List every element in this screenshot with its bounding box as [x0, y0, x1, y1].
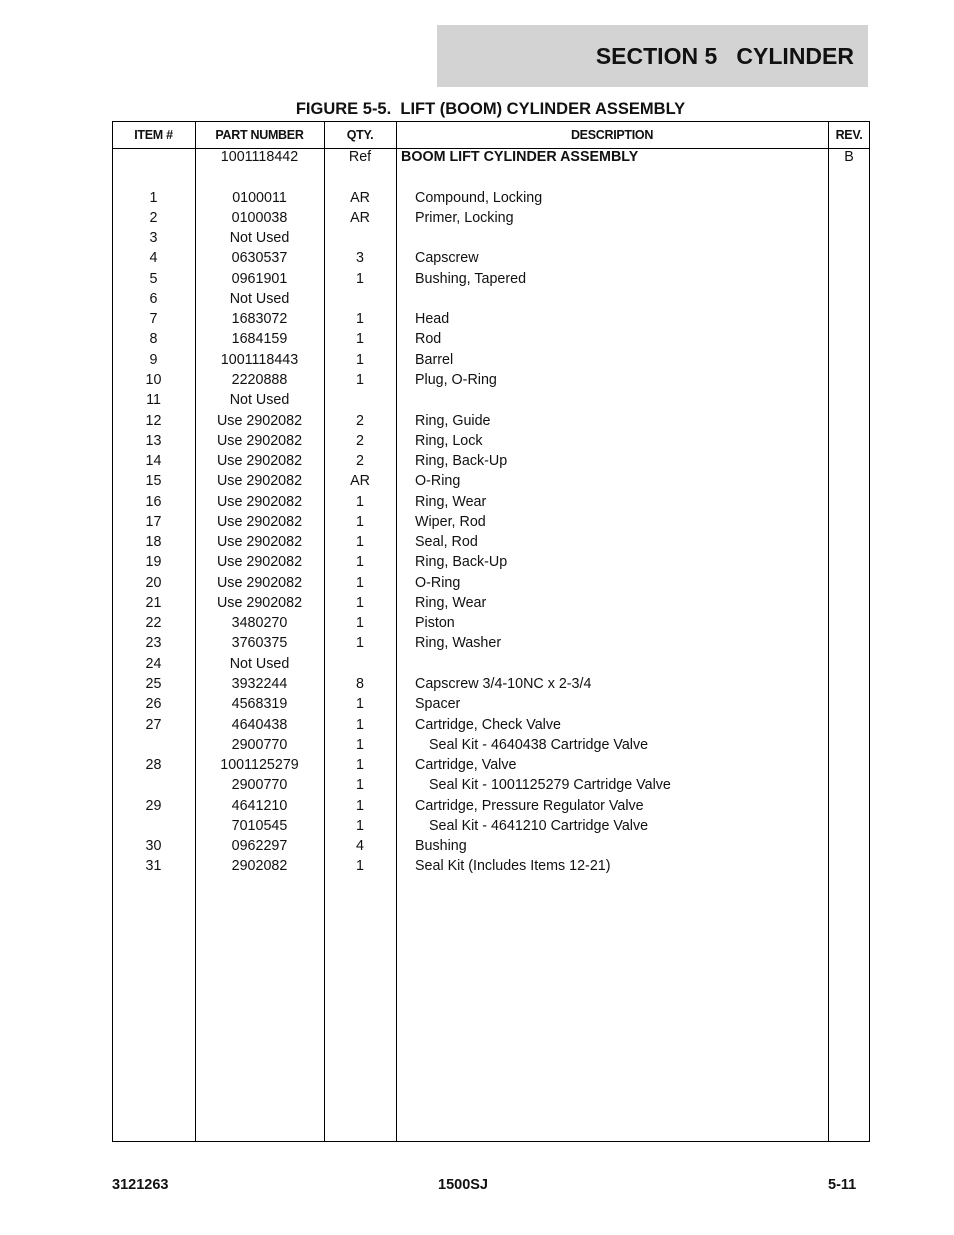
cell-item: 15 [145, 473, 162, 490]
cell-description: Rod [415, 331, 442, 348]
cell-part-number: 3480270 [231, 615, 288, 632]
cell-rev [828, 654, 870, 674]
cell-qty: Ref [348, 149, 372, 165]
cell-part-number: Use 2902082 [216, 513, 303, 530]
cell-rev [828, 269, 870, 289]
cell-rev [828, 451, 870, 471]
footer-doc-number: 3121263 [112, 1177, 169, 1193]
table-row [112, 411, 870, 431]
cell-rev [828, 390, 870, 410]
cell-item: 4 [149, 250, 158, 267]
cell-item: 6 [149, 290, 158, 307]
cell-part-number: Use 2902082 [216, 594, 303, 611]
cell-part-number: Use 2902082 [216, 534, 303, 551]
cell-item: 26 [145, 696, 162, 713]
cell-part-number: 0100038 [231, 209, 288, 226]
cell-qty: 1 [356, 371, 364, 388]
cell-qty [324, 167, 396, 187]
cell-rev [828, 411, 870, 431]
cell-rev [828, 248, 870, 268]
cell-description: Ring, Wear [415, 594, 487, 611]
cell-part-number: Use 2902082 [216, 412, 303, 429]
cell-qty: 1 [356, 777, 364, 794]
cell-item: 29 [145, 797, 162, 814]
cell-description: O-Ring [415, 574, 461, 591]
cell-item [112, 167, 195, 187]
cell-item [112, 775, 195, 795]
table-row [112, 471, 870, 491]
table-row [112, 694, 870, 714]
table-row [112, 147, 870, 167]
cell-description: Ring, Guide [415, 412, 491, 429]
cell-description [415, 289, 825, 309]
cell-qty [324, 228, 396, 248]
cell-description: Ring, Lock [415, 432, 483, 449]
cell-qty: 2 [356, 412, 364, 429]
cell-rev [828, 836, 870, 856]
cell-rev [828, 613, 870, 633]
cell-rev [828, 775, 870, 795]
cell-rev [828, 289, 870, 309]
table-row [112, 856, 870, 876]
cell-qty: 1 [356, 513, 364, 530]
cell-item: 14 [145, 453, 162, 470]
cell-part-number: Not Used [229, 655, 290, 672]
cell-rev [828, 796, 870, 816]
cell-description: Head [415, 311, 450, 328]
cell-qty: 1 [356, 635, 364, 652]
cell-description: Bushing, Tapered [415, 270, 527, 287]
cell-description: Ring, Washer [415, 635, 502, 652]
figure-title: FIGURE 5-5. LIFT (BOOM) CYLINDER ASSEMBLY [295, 100, 686, 118]
cell-part-number: Not Used [229, 290, 290, 307]
cell-description: Piston [415, 615, 455, 632]
cell-description [415, 390, 825, 410]
cell-item: 8 [149, 331, 158, 348]
cell-item [112, 735, 195, 755]
cell-item: 30 [145, 838, 162, 855]
cell-qty: 1 [356, 574, 364, 591]
cell-description: Compound, Locking [415, 189, 543, 206]
cell-part-number: 0962297 [231, 838, 288, 855]
cell-qty: 3 [356, 250, 364, 267]
table-row [112, 350, 870, 370]
cell-part-number: 2900770 [231, 736, 288, 753]
cell-item: 27 [145, 716, 162, 733]
cell-qty [324, 654, 396, 674]
table-row [112, 735, 870, 755]
cell-rev [828, 431, 870, 451]
cell-part-number: 0630537 [231, 250, 288, 267]
table-row [112, 715, 870, 735]
cell-description: Ring, Back-Up [415, 554, 508, 571]
table-row [112, 248, 870, 268]
cell-item: 13 [145, 432, 162, 449]
cell-part-number: 2220888 [231, 371, 288, 388]
col-header-part-number: PART NUMBER [215, 127, 304, 142]
cell-item: 31 [145, 858, 162, 875]
table-row [112, 269, 870, 289]
cell-part-number: Use 2902082 [216, 432, 303, 449]
table-row [112, 228, 870, 248]
table-row [112, 512, 870, 532]
cell-item: 5 [149, 270, 158, 287]
cell-qty: 1 [356, 817, 364, 834]
cell-part-number: Use 2902082 [216, 574, 303, 591]
cell-rev [828, 492, 870, 512]
cell-description: Cartridge, Check Valve [415, 716, 561, 733]
cell-part-number: Use 2902082 [216, 554, 303, 571]
table-row [112, 674, 870, 694]
cell-qty: 2 [356, 432, 364, 449]
cell-part-number: 0100011 [232, 189, 287, 206]
cell-part-number: 1001125279 [220, 757, 299, 774]
cell-rev [828, 471, 870, 491]
cell-item: 24 [145, 655, 162, 672]
col-header-qty: QTY. [346, 127, 374, 142]
table-row [112, 451, 870, 471]
cell-rev [828, 532, 870, 552]
table-row [112, 492, 870, 512]
cell-rev [828, 735, 870, 755]
cell-part-number: Not Used [229, 392, 290, 409]
table-row [112, 431, 870, 451]
cell-rev [828, 167, 870, 187]
table-row [112, 532, 870, 552]
table-row [112, 329, 870, 349]
cell-qty: 1 [356, 311, 364, 328]
cell-item: 16 [145, 493, 162, 510]
cell-item: 19 [145, 554, 162, 571]
cell-rev [828, 755, 870, 775]
cell-description: Seal Kit - 4640438 Cartridge Valve [429, 736, 649, 753]
table-row [112, 796, 870, 816]
cell-item: 7 [149, 311, 158, 328]
table-row [112, 289, 870, 309]
cell-item: 2 [149, 209, 158, 226]
cell-description: Seal Kit - 1001125279 Cartridge Valve [429, 777, 671, 794]
cell-qty: 1 [356, 270, 364, 287]
cell-rev [828, 228, 870, 248]
cell-item: 21 [145, 594, 162, 611]
cell-qty: 1 [356, 331, 364, 348]
cell-part-number: 3932244 [231, 676, 288, 693]
cell-description [415, 228, 825, 248]
cell-rev [828, 188, 870, 208]
table-row [112, 370, 870, 390]
cell-part-number: 0961901 [231, 270, 288, 287]
cell-rev [828, 512, 870, 532]
table-row [112, 390, 870, 410]
col-header-rev: REV. [835, 127, 863, 142]
section-header [437, 25, 868, 87]
cell-qty: 2 [356, 453, 364, 470]
cell-part-number: 3760375 [231, 635, 288, 652]
cell-rev [828, 552, 870, 572]
cell-description: Capscrew [415, 250, 479, 267]
cell-qty: AR [350, 189, 370, 206]
cell-description: Ring, Back-Up [415, 453, 508, 470]
cell-rev [828, 208, 870, 228]
cell-description: Seal Kit (Includes Items 12-21) [415, 858, 611, 875]
cell-qty: 1 [356, 797, 364, 814]
cell-part-number: 2902082 [231, 858, 288, 875]
cell-item: 18 [145, 534, 162, 551]
cell-item: 12 [145, 412, 162, 429]
table-row [112, 633, 870, 653]
cell-part-number: Use 2902082 [216, 473, 303, 490]
cell-qty: 1 [356, 696, 364, 713]
table-row [112, 208, 870, 228]
cell-qty: 1 [356, 534, 364, 551]
cell-qty: AR [350, 209, 370, 226]
cell-part-number: Use 2902082 [216, 453, 303, 470]
cell-description: Capscrew 3/4-10NC x 2-3/4 [415, 676, 592, 693]
section-title: SECTION 5 CYLINDER [595, 42, 854, 69]
table-row [112, 593, 870, 613]
cell-item: 10 [145, 371, 162, 388]
cell-description: Cartridge, Valve [415, 757, 517, 774]
cell-rev [828, 593, 870, 613]
cell-description: Seal, Rod [415, 534, 478, 551]
table-row [112, 775, 870, 795]
table-row [112, 816, 870, 836]
cell-part-number: 4641210 [231, 797, 288, 814]
cell-item: 22 [145, 615, 162, 632]
cell-rev: B [844, 149, 854, 165]
cell-description [415, 654, 825, 674]
cell-description: Barrel [415, 351, 454, 368]
table-row [112, 654, 870, 674]
cell-description: Wiper, Rod [415, 513, 486, 530]
cell-qty: 1 [356, 858, 364, 875]
cell-description: Spacer [415, 696, 461, 713]
cell-item: 23 [145, 635, 162, 652]
cell-rev [828, 633, 870, 653]
table-row [112, 552, 870, 572]
cell-description: O-Ring [415, 473, 461, 490]
cell-part-number: 1001118442 [220, 149, 299, 165]
cell-rev [828, 573, 870, 593]
cell-part-number: Use 2902082 [216, 493, 303, 510]
table-row [112, 836, 870, 856]
cell-item: 28 [145, 757, 162, 774]
cell-part-number: 1683072 [231, 311, 288, 328]
cell-qty: AR [350, 473, 370, 490]
cell-rev [828, 674, 870, 694]
cell-part-number: 1001118443 [220, 351, 299, 368]
col-header-item: ITEM # [134, 127, 173, 142]
cell-description: Seal Kit - 4641210 Cartridge Valve [429, 817, 649, 834]
footer-page-number: 5-11 [828, 1177, 857, 1193]
cell-qty [324, 390, 396, 410]
cell-part-number: 2900770 [231, 777, 288, 794]
cell-item: 11 [146, 392, 161, 409]
cell-description: Plug, O-Ring [415, 371, 497, 388]
cell-qty: 1 [356, 757, 364, 774]
cell-item: 20 [145, 574, 162, 591]
table-row [112, 573, 870, 593]
cell-qty: 8 [356, 676, 364, 693]
cell-item: 9 [149, 351, 158, 368]
cell-item [112, 147, 195, 167]
cell-description [415, 167, 825, 187]
cell-qty [324, 289, 396, 309]
cell-description: Bushing [415, 838, 467, 855]
cell-qty: 1 [356, 351, 364, 368]
cell-qty: 1 [356, 615, 364, 632]
cell-qty: 1 [356, 554, 364, 571]
cell-part-number: 7010545 [231, 817, 288, 834]
table-row [112, 755, 870, 775]
cell-item: 3 [149, 230, 158, 247]
cell-item: 17 [145, 513, 162, 530]
table-row [112, 188, 870, 208]
cell-part-number: 4568319 [231, 696, 288, 713]
cell-rev [828, 715, 870, 735]
table-row [112, 309, 870, 329]
cell-rev [828, 816, 870, 836]
cell-rev [828, 329, 870, 349]
cell-rev [828, 350, 870, 370]
cell-description: BOOM LIFT CYLINDER ASSEMBLY [401, 149, 639, 165]
cell-rev [828, 856, 870, 876]
cell-part-number: Not Used [229, 230, 290, 247]
cell-item: 1 [149, 189, 158, 206]
cell-qty: 1 [356, 716, 364, 733]
cell-part-number: 1684159 [231, 331, 288, 348]
col-header-description: DESCRIPTION [570, 127, 654, 142]
cell-rev [828, 370, 870, 390]
table-row [112, 613, 870, 633]
cell-part-number [195, 167, 324, 187]
cell-description: Cartridge, Pressure Regulator Valve [415, 797, 644, 814]
cell-qty: 1 [356, 736, 364, 753]
cell-part-number: 4640438 [231, 716, 288, 733]
cell-description: Ring, Wear [415, 493, 487, 510]
cell-qty: 1 [356, 493, 364, 510]
cell-qty: 4 [356, 838, 364, 855]
cell-item [112, 816, 195, 836]
cell-item: 25 [145, 676, 162, 693]
footer-model: 1500SJ [438, 1177, 488, 1193]
cell-qty: 1 [356, 594, 364, 611]
table-row [112, 167, 870, 187]
cell-rev [828, 309, 870, 329]
cell-description: Primer, Locking [415, 209, 514, 226]
cell-rev [828, 694, 870, 714]
